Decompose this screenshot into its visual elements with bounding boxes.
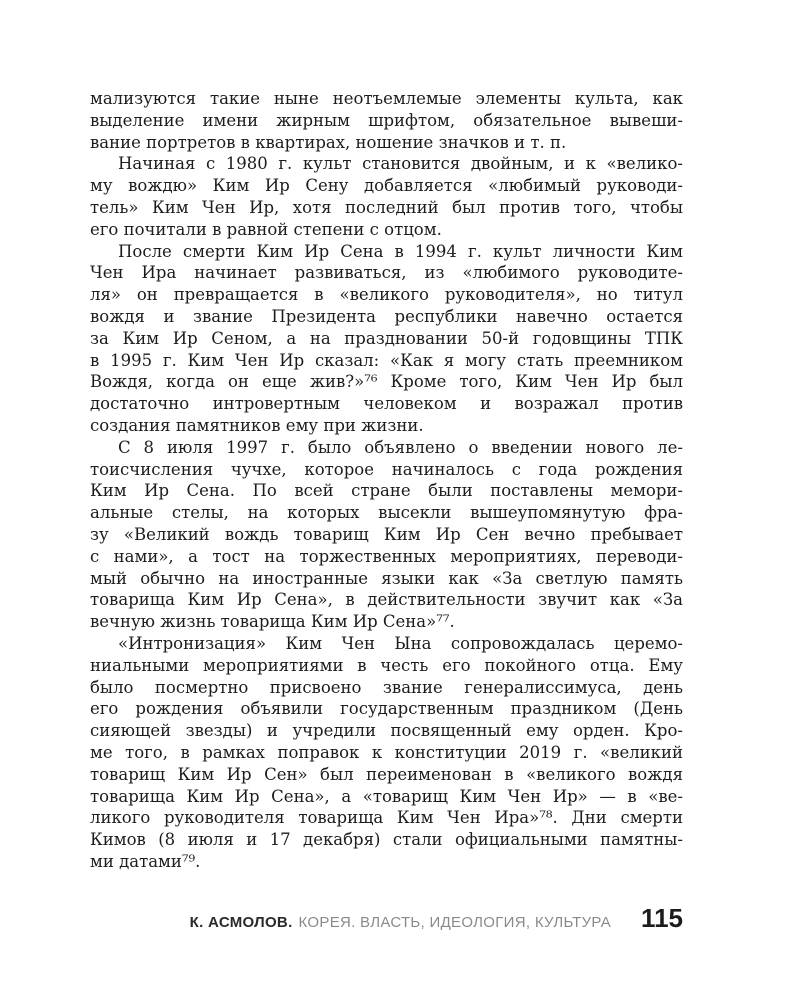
footer-book-title: КОРЕЯ. ВЛАСТЬ, ИДЕОЛОГИЯ, КУЛЬТУРА bbox=[298, 914, 612, 931]
text-line: ниальными мероприятиями в честь его покойного отца. Ему bbox=[90, 655, 683, 675]
text-line: вечную жизнь товарища Ким Ир Сена»⁷⁷. bbox=[90, 612, 455, 632]
text-line: ме того, в рамках поправок к конституции 2019 г. «великий bbox=[90, 742, 683, 762]
text-line: за Ким Ир Сеном, а на праздновании 50-й годовщины ТПК bbox=[90, 328, 683, 348]
text-line: сияющей звезды) и учредили посвященный ему орден. Кро- bbox=[90, 721, 683, 741]
paragraph-enthronement bbox=[90, 633, 683, 873]
text-line: Чен Ира начинает развиваться, из «любимого руководите- bbox=[90, 263, 683, 283]
page-number: 115 bbox=[641, 903, 683, 933]
running-footer bbox=[190, 903, 683, 934]
text-line: вание портретов в квартирах, ношение значков и т. п. bbox=[90, 132, 567, 152]
text-line: зу «Великий вождь товарищ Ким Ир Сен вечно пребывает bbox=[90, 524, 683, 544]
text-line: «Интронизация» Ким Чен Ына сопровождалась церемо- bbox=[118, 633, 683, 653]
text-line: мализуются такие ныне неотъемлемые элементы культа, как bbox=[90, 89, 683, 108]
text-line: Ким Ир Сена. По всей стране были поставлены мемори- bbox=[90, 481, 683, 501]
text-line: выделение имени жирным шрифтом, обязательное вывеши- bbox=[90, 110, 683, 130]
text-line: мый обычно на иностранные языки как «За светлую память bbox=[90, 568, 683, 588]
text-line: достаточно интровертным человеком и возражал против bbox=[90, 394, 683, 414]
text-line: с нами», а тост на торжественных мероприятиях, переводи- bbox=[90, 546, 683, 566]
text-line: Вождя, когда он еще жив?»⁷⁶ Кроме того, Ким Чен Ир был bbox=[90, 372, 683, 392]
text-line: му вождю» Ким Ир Сену добавляется «любимый руководи- bbox=[90, 176, 683, 196]
text-line: вождя и звание Президента республики навечно остается bbox=[90, 306, 683, 326]
text-line: ликого руководителя товарища Ким Чен Ира»⁷⁸. Дни смерти bbox=[90, 808, 683, 828]
paragraph-juche-calendar bbox=[90, 437, 683, 633]
text-line: После смерти Ким Ир Сена в 1994 г. культ личности Ким bbox=[118, 241, 683, 261]
text-line: создания памятников ему при жизни. bbox=[90, 415, 424, 435]
text-line: С 8 июля 1997 г. было объявлено о введении нового ле- bbox=[118, 437, 683, 457]
text-line: тоисчисления чучхе, которое начиналось с года рождения bbox=[90, 459, 683, 479]
text-line: было посмертно присвоено звание генералиссимуса, день bbox=[90, 677, 683, 697]
text-line: тель» Ким Чен Ир, хотя последний был против того, чтобы bbox=[90, 197, 683, 217]
text-line: ми датами⁷⁹. bbox=[90, 851, 201, 871]
text-line: товарища Ким Ир Сена», в действительности звучит как «За bbox=[90, 590, 683, 610]
text-line: его почитали в равной степени с отцом. bbox=[90, 219, 442, 239]
text-line: товарищ Ким Ир Сен» был переименован в «великого вождя bbox=[90, 764, 683, 784]
body-text bbox=[90, 88, 683, 873]
text-line: его рождения объявили государственным праздником (День bbox=[90, 699, 683, 719]
paragraph-continuation bbox=[90, 88, 683, 153]
text-line: товарища Ким Ир Сена», а «товарищ Ким Чен Ир» — в «ве- bbox=[90, 786, 683, 806]
text-line: в 1995 г. Ким Чен Ир сказал: «Как я могу стать преемником bbox=[90, 350, 683, 370]
paragraph-after-death bbox=[90, 241, 683, 437]
text-line: ля» он превращается в «великого руководителя», но титул bbox=[90, 285, 683, 305]
paragraph-double-cult bbox=[90, 153, 683, 240]
text-line: Начиная с 1980 г. культ становится двойным, и к «велико- bbox=[118, 154, 683, 174]
text-line: альные стелы, на которых высекли вышеупомянутую фра- bbox=[90, 503, 683, 523]
text-line: Кимов (8 июля и 17 декабря) стали официальными памятны- bbox=[90, 830, 683, 850]
footer-author: К. АСМОЛОВ. bbox=[189, 914, 293, 931]
